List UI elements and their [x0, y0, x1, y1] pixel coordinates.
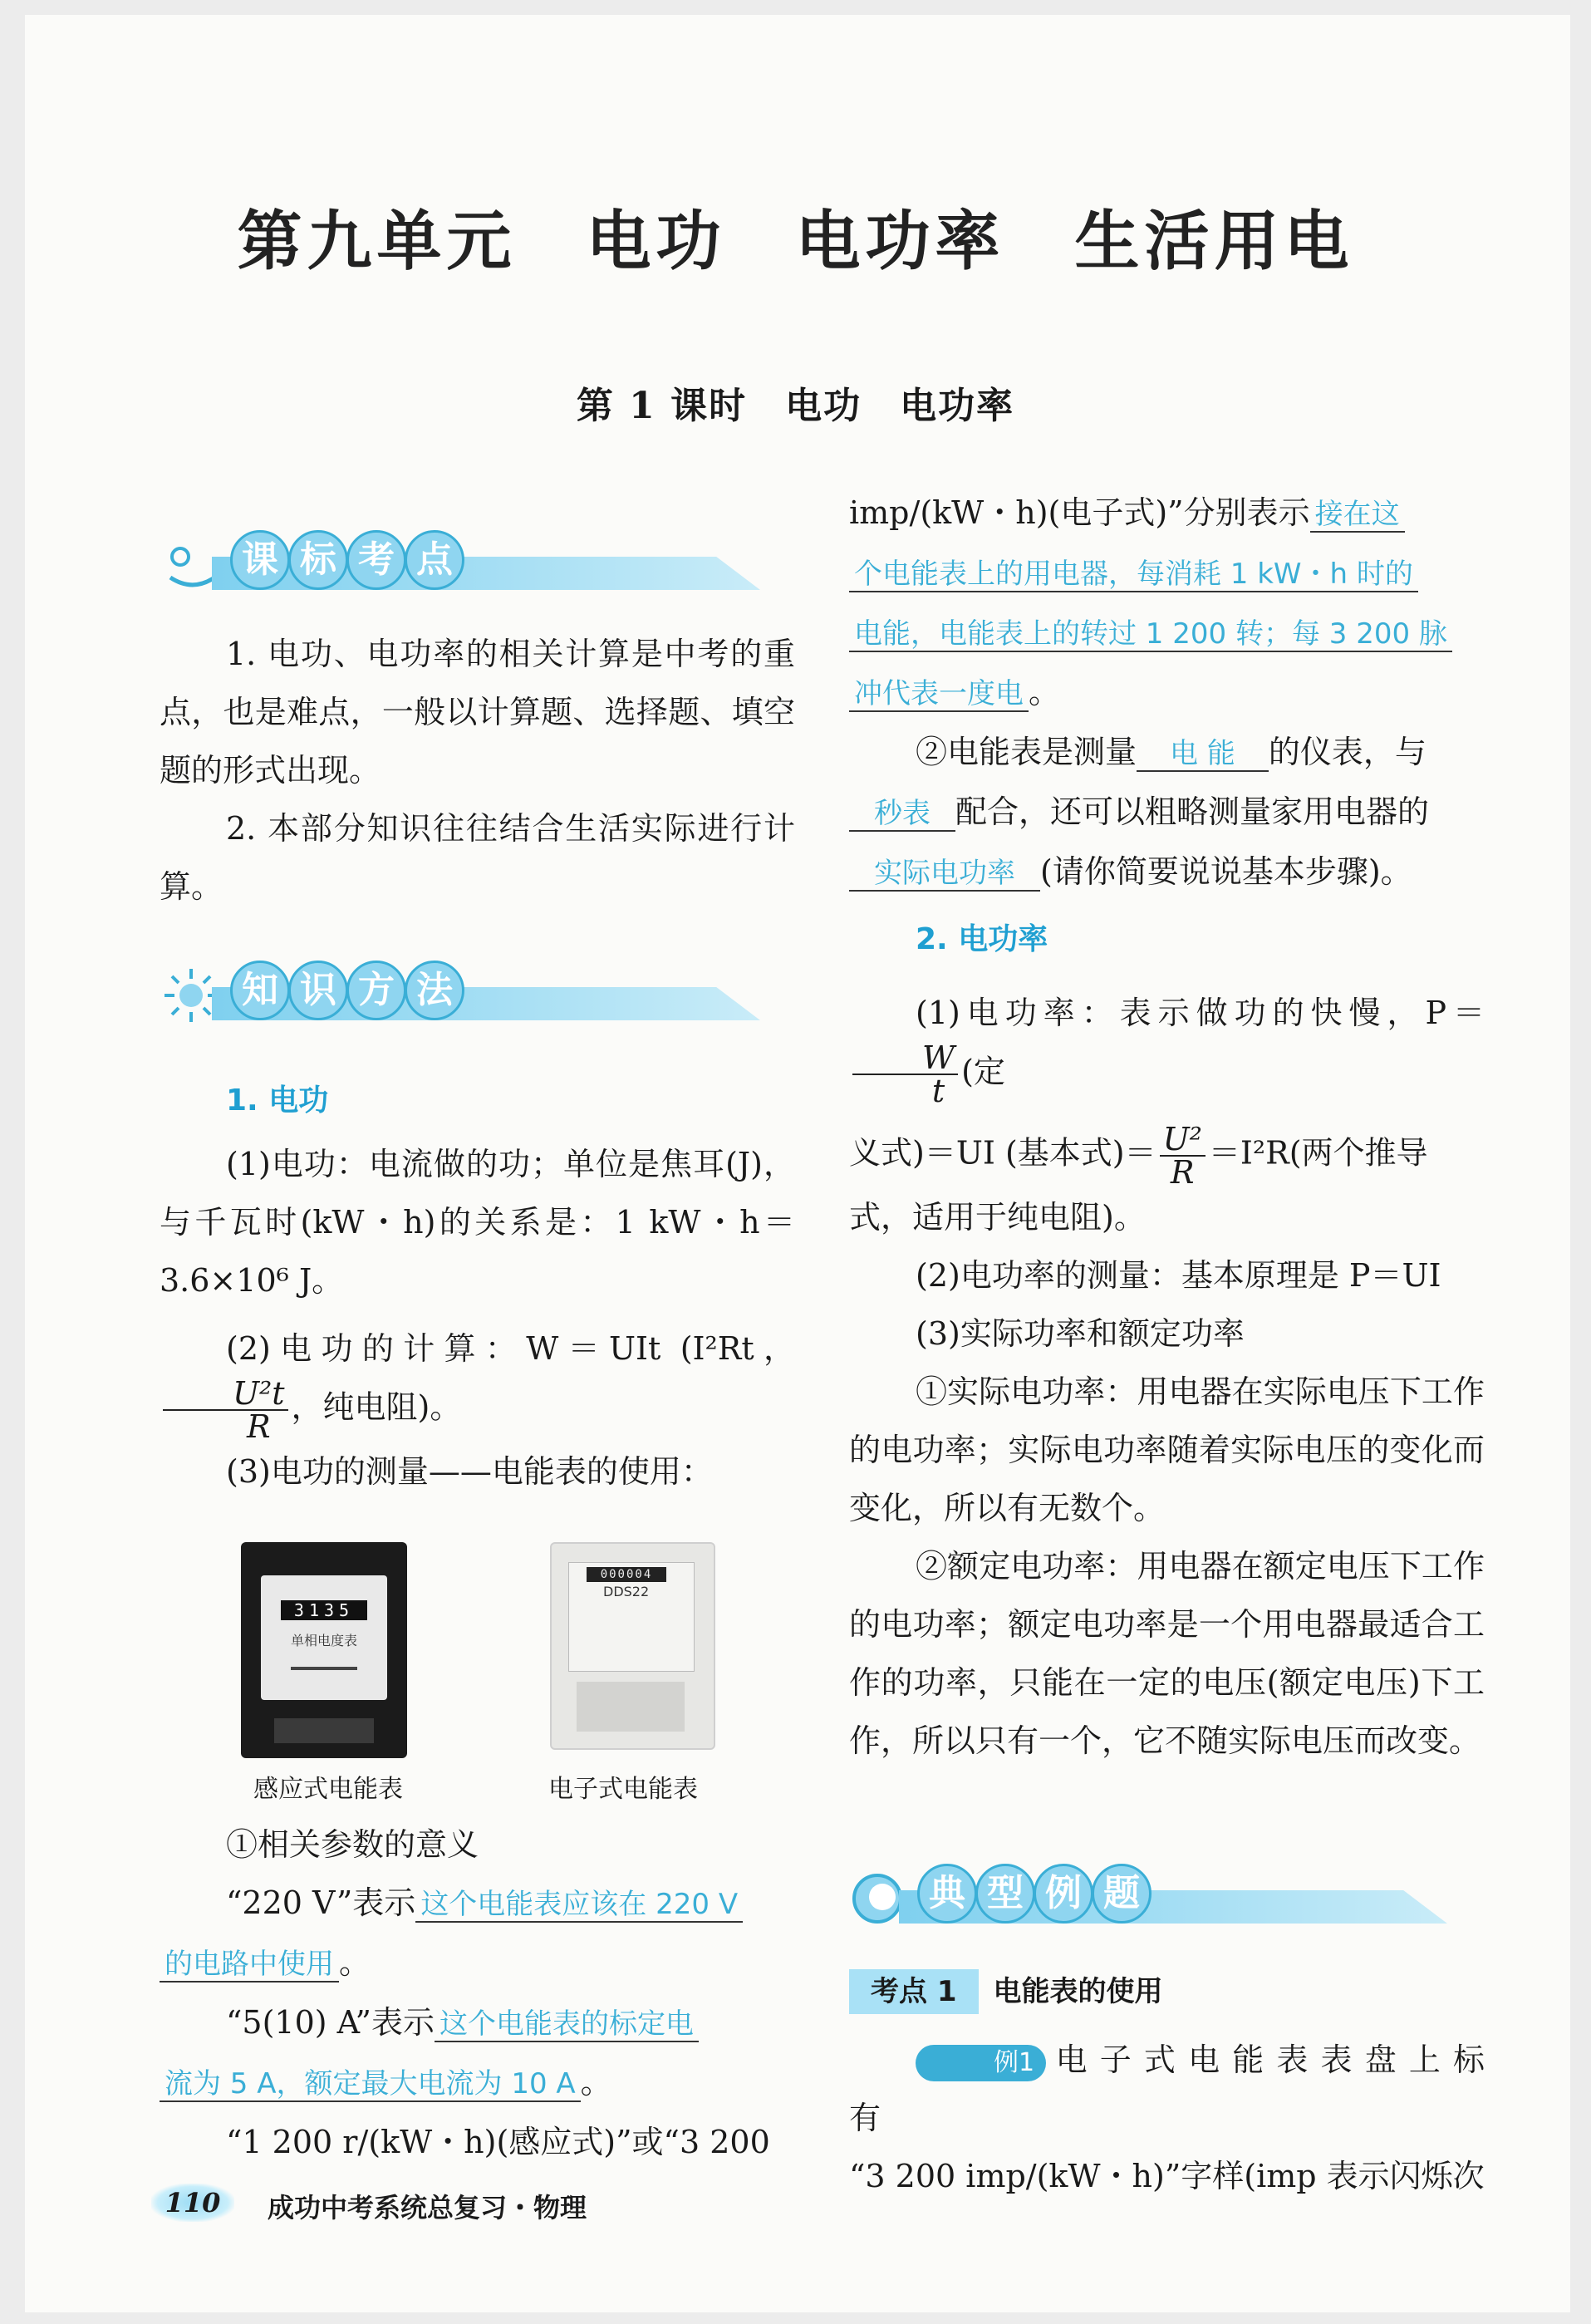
section-banner-kebiao: 课 标 考 点	[162, 523, 760, 598]
section-banner-dianxing: 典 型 例 题	[849, 1857, 1447, 1932]
answer-510-line2[interactable]: 流为 5 A，额定最大电流为 10 A	[160, 2067, 581, 2102]
dg-2: (2)电功的计算：W＝UIt (I²Rt， $\frac{\text{U²t}}{R}$ ，纯电阻)。	[160, 1319, 795, 1442]
fraction-u2t-r: $\frac{\text{U²t}}{R}$	[163, 1378, 288, 1442]
induction-meter-image: 3135 单相电度表	[241, 1542, 407, 1758]
answer-dianneng[interactable]: 电 能	[1137, 737, 1269, 772]
answer-imp-line3[interactable]: 电能，电能表上的转过 1 200 转；每 3 200 脉	[849, 617, 1452, 652]
kaodian-tag: 考点 1	[849, 1969, 979, 2014]
kaodian-2: 2. 本部分知识往往结合生活实际进行计算。	[160, 810, 795, 905]
left-params: ①相关参数的意义 “220 V”表示 这个电能表应该在 220 V 的电路中使用 。 “5(10) A”表示 这个电能表的标定电 流为 5 A，额定最大电流为 10 A 。 “1 200 r/(kW・h)(感应式)”或“3 200	[160, 1815, 795, 2171]
caption-electronic: 电子式电能表	[548, 1775, 698, 1804]
answer-510-line1[interactable]: 这个电能表的标定电	[435, 2007, 699, 2042]
unit-title: 第九单元 电功 电功率 生活用电	[237, 204, 1354, 279]
fraction-w-t: $\frac{W}{t}$	[852, 1042, 958, 1107]
answer-shiji[interactable]: 实际电功率	[849, 857, 1040, 892]
example-block: 考点 1 电能表的使用 例1 电 子 式 电 能 表 表 盘 上 标 有 “3 200 imp/(kW・h)”字样(imp 表示闪烁次	[849, 1968, 1485, 2205]
dg-1: (1)电功：电流做的功；单位是焦耳(J)，与千瓦时(kW・h)的关系是：1 kW・h＝3.6×10⁶ J。	[160, 1146, 795, 1299]
page-number: 110	[151, 2184, 234, 2222]
param-1200: “1 200 r/(kW・h)(感应式)”或“3 200	[226, 2124, 770, 2160]
lesson-title: 第 1 课时 电功 电功率	[576, 385, 1015, 427]
example-tag: 例1	[916, 2045, 1046, 2081]
param-510: “5(10) A”表示 这个电能表的标定电	[160, 1993, 795, 2053]
answer-220-line1[interactable]: 这个电能表应该在 220 V	[415, 1888, 743, 1923]
answer-imp-line4[interactable]: 冲代表一度电	[849, 677, 1029, 712]
dg-3: (3)电功的测量——电能表的使用：	[226, 1453, 713, 1490]
section-banner-zhishi: 知 识 方 法	[162, 954, 760, 1029]
kaodian-1: 1. 电功、电功率的相关计算是中考的重点，也是难点，一般以计算题、选择题、填空题的形式出现。	[160, 636, 795, 789]
book-title: 成功中考系统总复习・物理	[268, 2192, 587, 2223]
left-zhishi	[160, 1064, 795, 1501]
subheading-diangong: 1. 电功	[226, 1083, 329, 1118]
answer-220-line2[interactable]: 的电路中使用	[160, 1948, 339, 1983]
canshu: ①相关参数的意义	[226, 1826, 479, 1863]
param-220: “220 V”表示 这个电能表应该在 220 V	[160, 1874, 795, 1933]
kaodian-title: 电能表的使用	[993, 1975, 1163, 2008]
fraction-u2-r: $\frac{\text{U²}}{R}$	[1160, 1123, 1206, 1188]
caption-induction: 感应式电能表	[253, 1775, 403, 1804]
subheading-dianGonglv: 2. 电功率	[916, 922, 1048, 956]
answer-miaobiao[interactable]: 秒表	[849, 797, 955, 832]
electronic-meter-image: DDS22 000004	[550, 1542, 715, 1750]
left-kaodian	[160, 625, 795, 916]
right-column: imp/(kW・h)(电子式)”分别表示 接在这 个电能表上的用电器，每消耗 1 kW・h 时的 电能，电能表上的转过 1 200 转；每 3 200 脉 冲代表一度电 。 ②电能表是测量 电 能 的仪表，与 秒表 配合，还可以粗略测量家用电器的 实际电功率 (请你简要说说基本步骤)。 2. 电功率 (1)电功率：表示做功的快慢，P＝ $\frac{W}{t}$ (定 义式)＝UI (基本式)＝ $\frac{\text{U²}}{R}$ ＝I²R(两个推导 式，适用于纯电阻)。 (2)电功率的测量：基本原理是 P＝UI (3)实际功率和额定功率 ①实际电功率：用电器在实际电压下工作的电功率；实际电功率随着实际电压的变化而变化，所以有无数个。 ②额定电功率：用电器在额定电压下工作的电功率；额定电功率是一个用电器最适合工作的功率，只能在一定的电压(额定电压)下工作，所以只有一个，它不随实际电压而改变。	[849, 494, 1485, 1759]
answer-imp-line1[interactable]: 接在这	[1310, 498, 1405, 533]
answer-imp-line2[interactable]: 个电能表上的用电器，每消耗 1 kW・h 时的	[849, 558, 1418, 592]
